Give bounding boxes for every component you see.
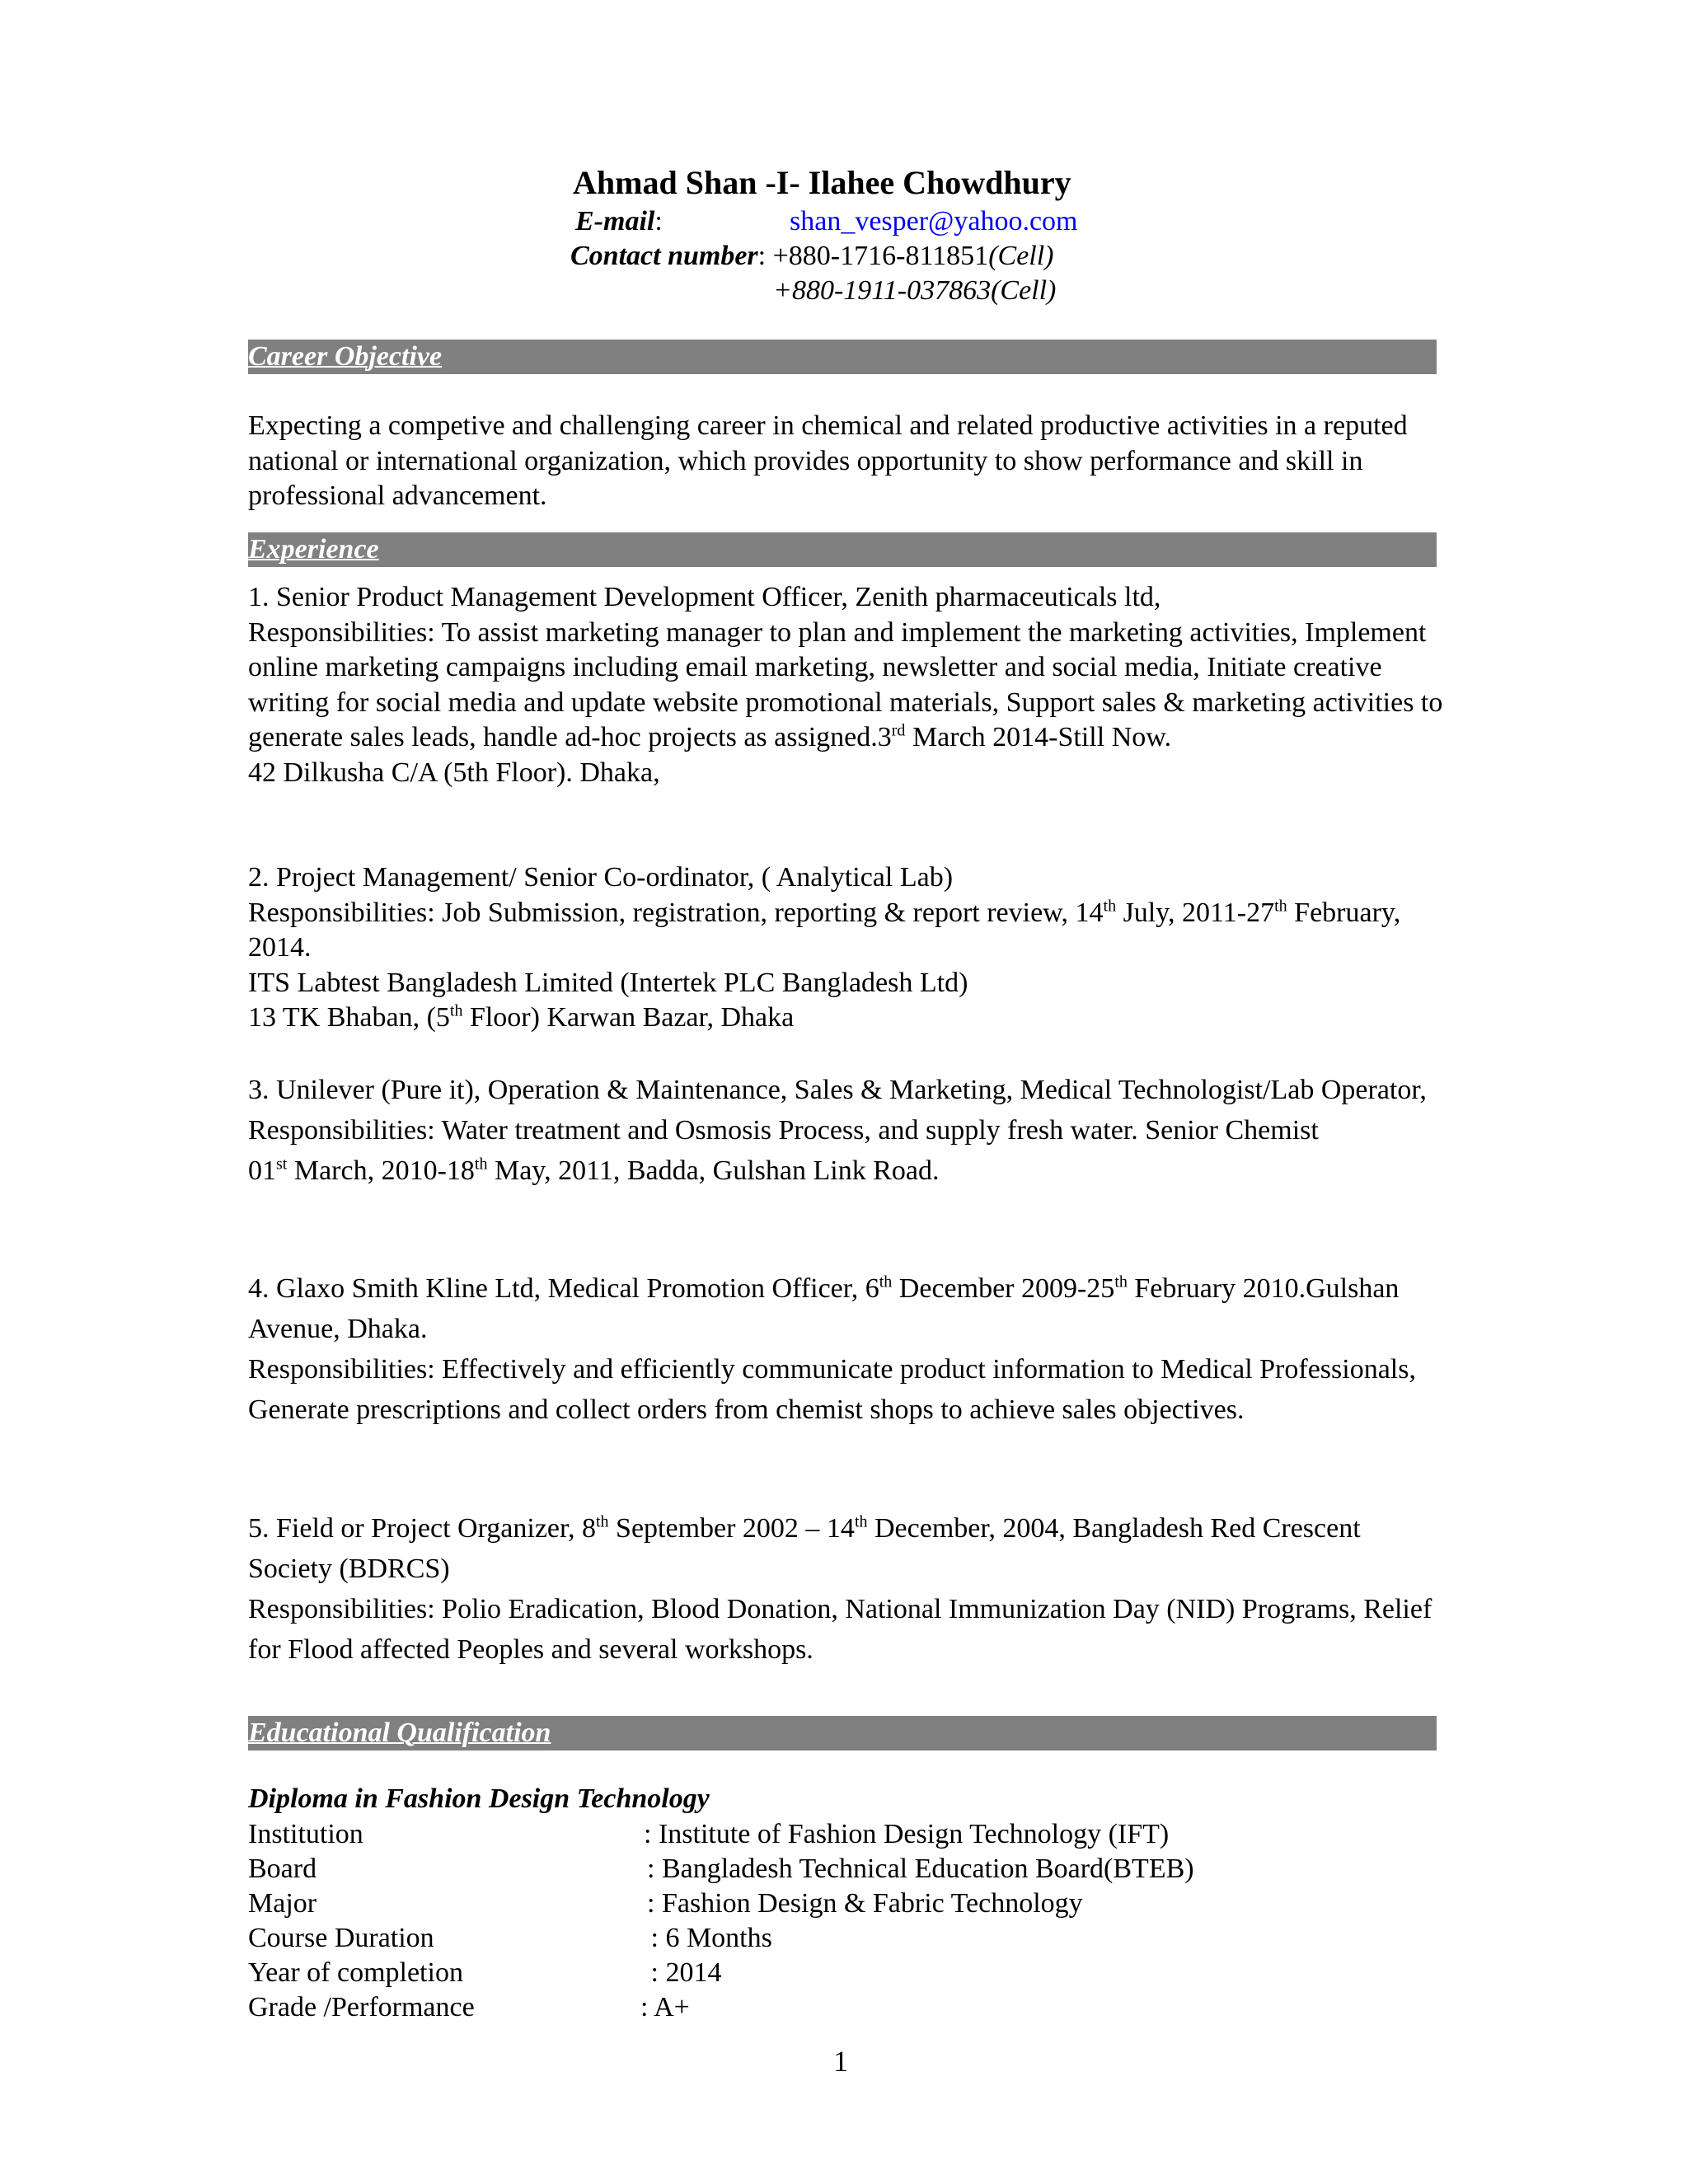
text: March, 2010-18 [287,1155,475,1186]
experience-dates [248,1151,1443,1191]
text: February, 2014. [248,897,1401,963]
experience-responsibilities [248,896,1443,966]
superscript: th [1274,897,1287,916]
education-row [248,1956,1443,1990]
education-value: : Bangladesh Technical Education Board(BTEB) [647,1853,1194,1884]
superscript: th [449,1001,463,1020]
education-key: Board [248,1853,317,1884]
text: May, 2011, Badda, Gulshan Link Road. [487,1155,940,1186]
section-title: Career Objective [248,341,443,372]
experience-responsibilities: Responsibilities: Effectively and efficiently communicate product information to Medical Professionals, Generate prescriptions and collect orders from chemist shops to achieve sales objectives. [248,1354,1416,1425]
contact-phone-1-suffix: (Cell) [988,241,1054,271]
experience-item-1 [248,580,1443,790]
education-key: Grade /Performance [248,1991,475,2022]
education-row [248,1817,1443,1852]
experience-address: 42 Dilkusha C/A (5th Floor). Dhaka, [248,757,660,788]
text: December, 2004, Bangladesh Red Crescent Society (BDRCS) [248,1513,1361,1584]
section-title: Educational Qualification [248,1718,551,1748]
education-value: : 2014 [644,1957,722,1988]
experience-item-5 [248,1508,1443,1670]
experience-item-2 [248,860,1443,1036]
experience-responsibilities [248,616,1443,756]
email-link[interactable]: shan_vesper@yahoo.com [790,206,1078,237]
text: March 2014-Still Now. [905,722,1172,752]
experience-responsibilities: Responsibilities: Polio Eradication, Blood Donation, National Immunization Day (NID) Programs, Relief for Flood affected Peoples and several workshops. [248,1594,1432,1665]
contact-phone-2: +880-1911-037863(Cell) [773,275,1057,306]
education-row [248,1852,1443,1886]
experience-item-4 [248,1268,1443,1430]
text: Responsibilities: To assist marketing manager to plan and implement the marketing activities, Implement online marketing campaigns including email marketing, newsletter and social media, Initiate creative writing for social media and update website promotional materials, Support sales & marketing activities to generate sales leads, handle ad-hoc projects as assigned.3 [248,616,1443,752]
education-block [248,1782,1443,2025]
section-career-objective [248,340,1437,374]
page-number: 1 [833,2045,848,2078]
education-title: Diploma in Fashion Design Technology [248,1783,710,1814]
superscript: th [879,1272,893,1291]
superscript: th [1114,1272,1128,1291]
experience-title: 3. Unilever (Pure it), Operation & Maintenance, Sales & Marketing, Medical Technologist/Lab Operator, [248,1075,1427,1105]
superscript: th [474,1155,488,1174]
section-title: Experience [248,534,379,565]
text: Responsibilities: Job Submission, registration, reporting & report review, 14 [248,897,1104,928]
experience-title [248,1268,1443,1349]
text: July, 2011-27 [1116,897,1275,928]
education-key: Year of completion [248,1957,463,1988]
candidate-name: Ahmad Shan -I- Ilahee Chowdhury [573,164,1071,201]
text: September 2002 – 14 [608,1513,855,1544]
experience-title: 2. Project Management/ Senior Co-ordinator, ( Analytical Lab) [248,862,954,893]
email-row: E-mail: [575,206,663,237]
experience-company: ITS Labtest Bangladesh Limited (Intertek PLC Bangladesh Ltd) [248,967,968,998]
text: Floor) Karwan Bazar, Dhaka [462,1002,795,1033]
education-row [248,1886,1443,1921]
education-key: Institution [248,1818,363,1849]
experience-address [248,1001,1443,1036]
education-value: : A+ [640,1991,690,2022]
email-label: E-mail [575,206,655,237]
contact-phone-1: +880-1716-811851 [772,241,989,271]
superscript: th [595,1512,609,1531]
education-row [248,1921,1443,1956]
education-row [248,1990,1443,2025]
education-value: : 6 Months [644,1922,772,1953]
education-key: Major [248,1887,317,1919]
superscript: th [854,1512,868,1531]
superscript: th [1103,897,1117,916]
contact-label: Contact number [570,241,758,271]
experience-title [248,1508,1443,1589]
education-value: : Institute of Fashion Design Technology (IFT) [644,1818,1170,1849]
experience-title: 1. Senior Product Management Development Officer, Zenith pharmaceuticals ltd, [248,582,1161,612]
experience-responsibilities: Responsibilities: Water treatment and Osmosis Process, and supply fresh water. Senior Chemist [248,1115,1319,1146]
education-value: : Fashion Design & Fabric Technology [647,1887,1083,1919]
section-education [248,1716,1437,1750]
section-experience [248,532,1437,567]
paragraph: Expecting a competive and challenging career in chemical and related productive activities in a reputed national or international organization, which provides opportunity to show performance and skill in professional advancement. [248,410,1408,511]
superscript: st [276,1155,288,1174]
education-key: Course Duration [248,1922,434,1953]
text: December 2009-25 [892,1273,1115,1304]
text: 01 [248,1155,276,1186]
text: 4. Glaxo Smith Kline Ltd, Medical Promotion Officer, 6 [248,1273,879,1304]
text: 5. Field or Project Organizer, 8 [248,1513,596,1544]
experience-item-3 [248,1070,1443,1191]
career-objective-text [248,409,1443,514]
text: 13 TK Bhaban, (5 [248,1002,450,1033]
contact-row: Contact number: +880-1716-811851(Cell) [570,241,1054,271]
superscript: rd [891,721,906,740]
text: February 2010.Gulshan Avenue, Dhaka. [248,1273,1400,1344]
